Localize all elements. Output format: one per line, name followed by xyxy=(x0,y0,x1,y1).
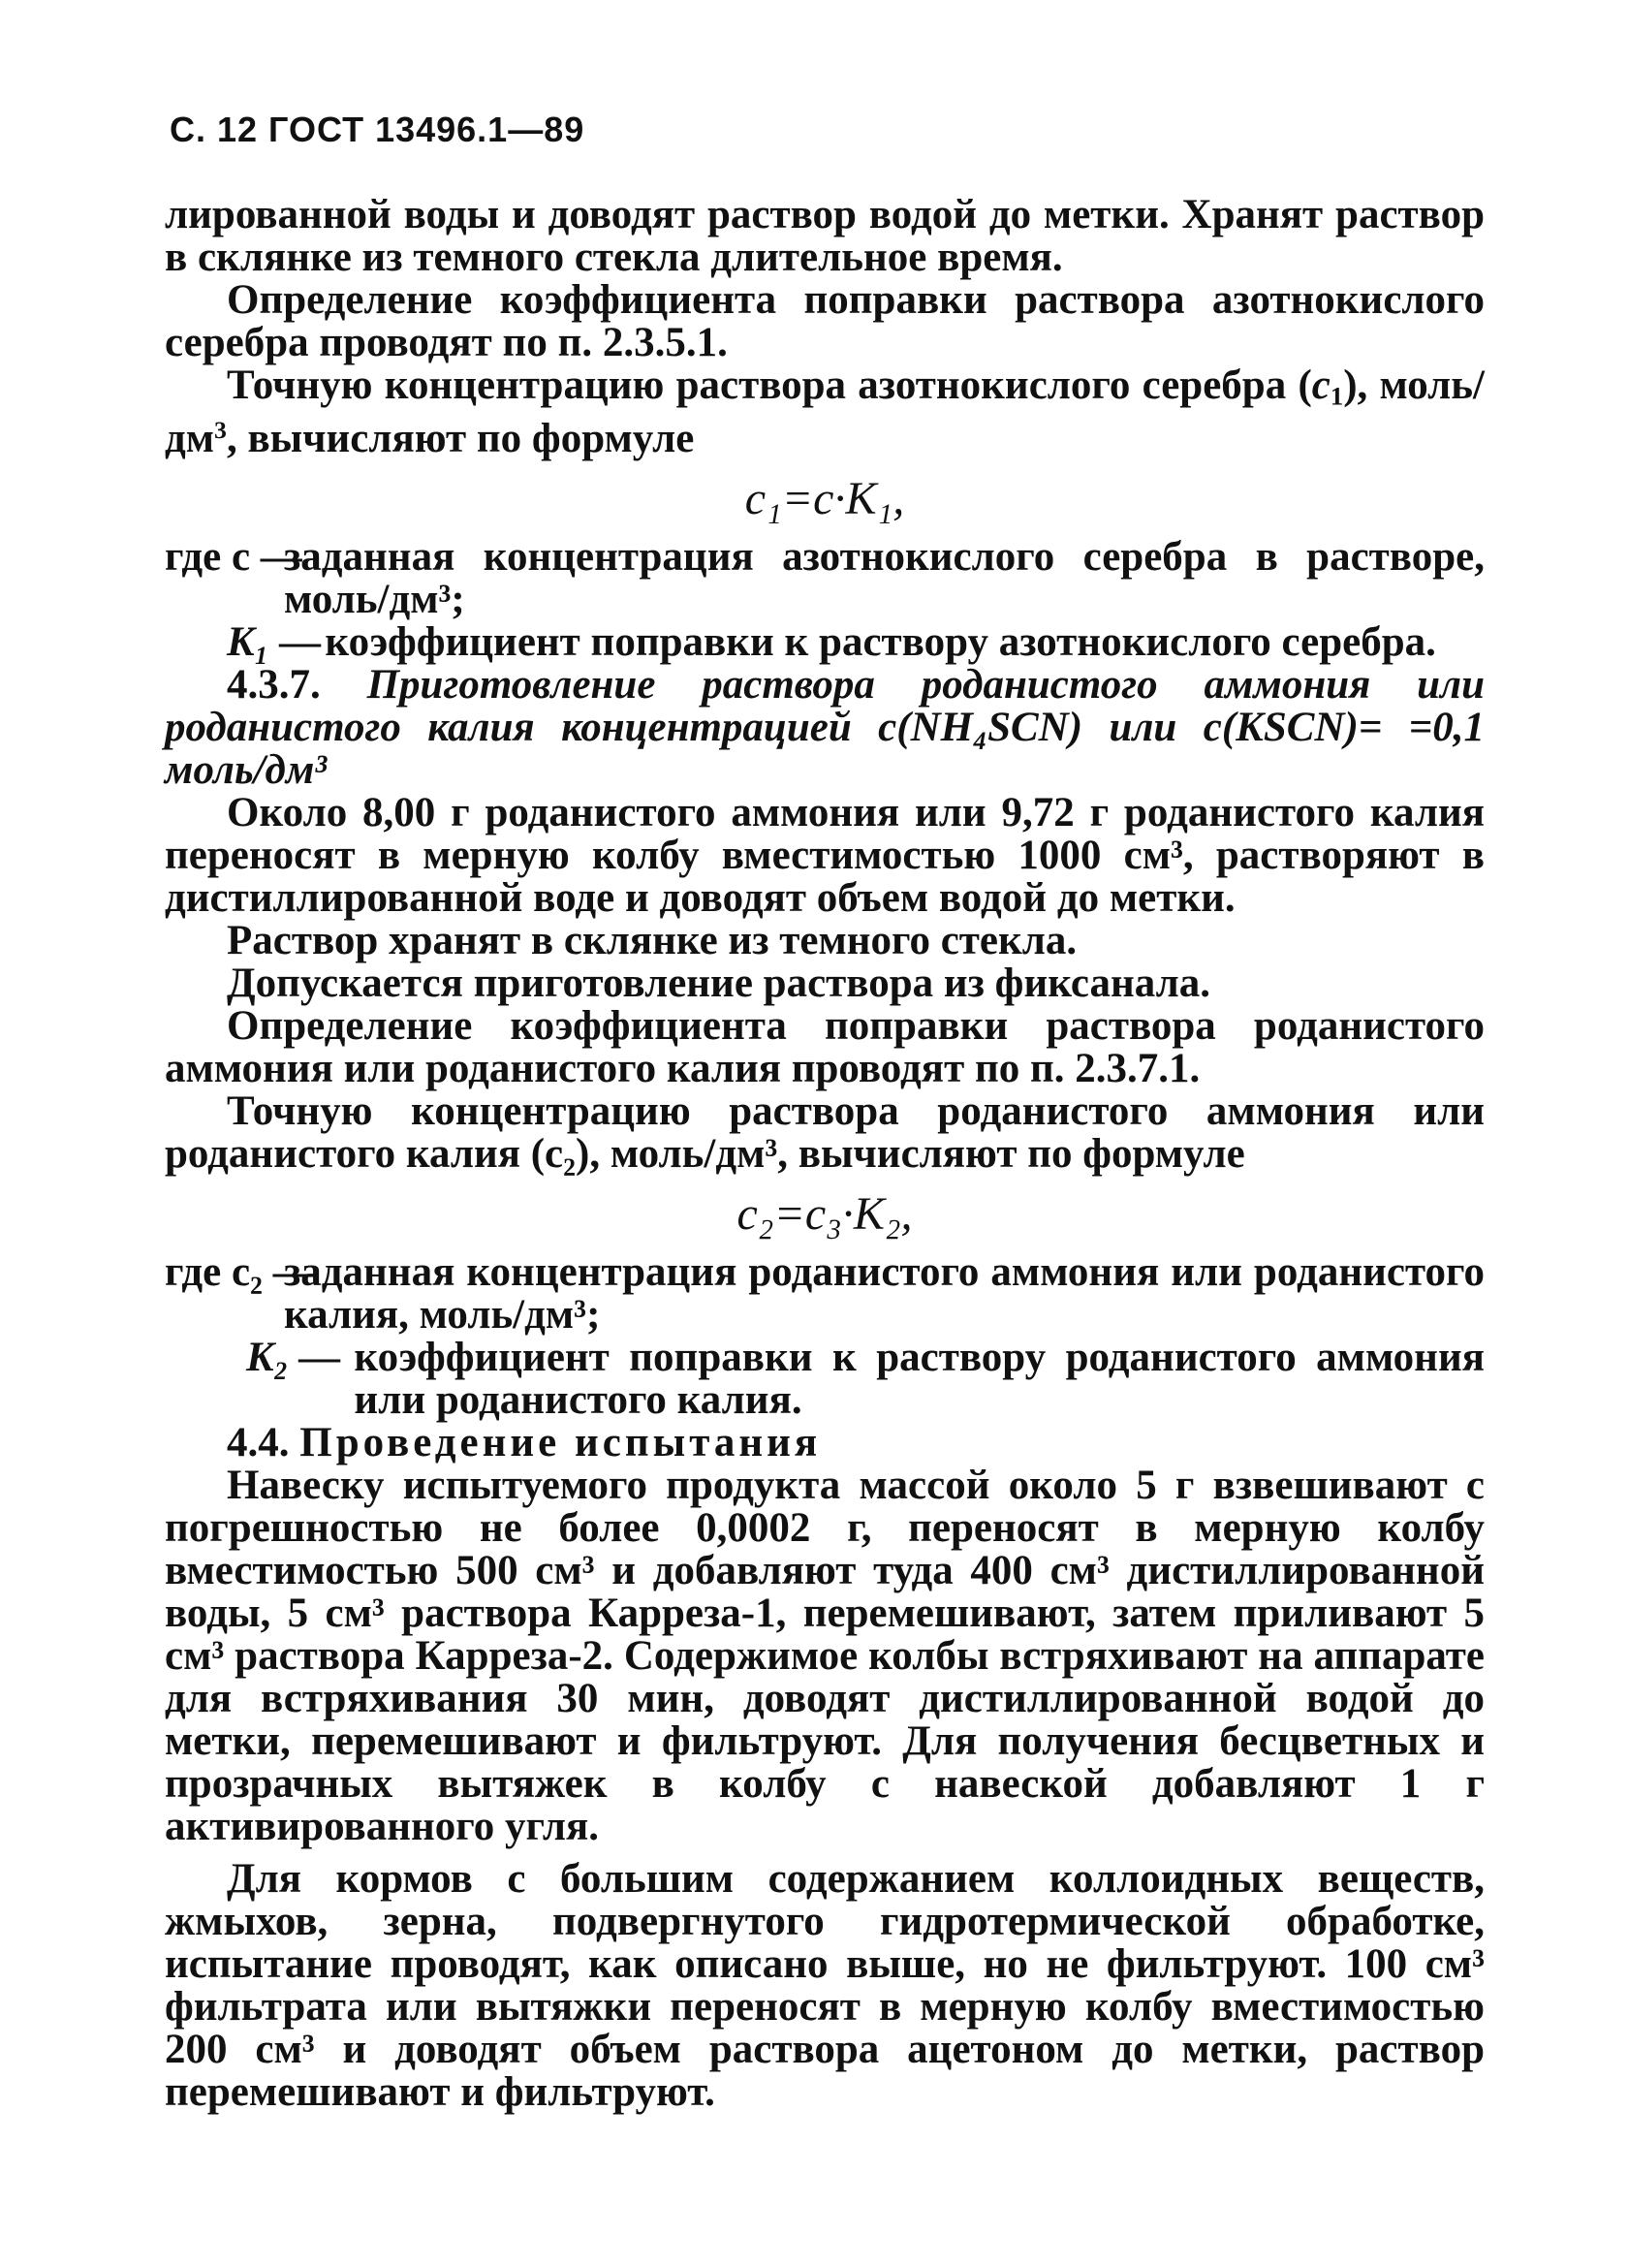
paragraph-1: лированной воды и доводят раствор водой до метки. Хранят раствор в склянке из темного стекла длительное время. xyxy=(165,192,1485,280)
formula-1: c₁=c·K₁, xyxy=(744,472,905,524)
paragraph-7: Определение коэффициента поправки раствора роданистого аммония или роданистого калия проводят по п. 2.3.7.1. xyxy=(165,1002,1485,1091)
paragraph-9: Навеску испытуемого продукта массой около 5 г взвешивают с погрешностью не более 0,0002 г, переносят в мерную колбу вместимостью 500 см³ и добавляют туда 400 см³ дистиллированной воды, 5 см³ раствора Карреза-1, перемешивают, затем приливают 5 см³ раствора Карреза-2. Содержимое колбы встряхивают на аппарате для встряхивания 30 мин, доводят дистиллированной водой до метки, перемешивают и фильтруют. Для получения бесцветных и прозрачных вытяжек в колбу с навеской добавляют 1 г активированного угля. xyxy=(165,1462,1485,1849)
definition-text: коэффициент поправки к раствору роданистого аммония или роданистого калия. xyxy=(354,1334,1485,1423)
definition-term: где c₂ — xyxy=(165,1248,315,1295)
formula-2: c₂=c₃·K₂, xyxy=(736,1187,913,1240)
section-title: Проведение испытания xyxy=(299,1419,822,1465)
definition-c xyxy=(165,533,1485,622)
definition-text: заданная концентрация азотнокислого серебра в растворе, моль/дм³; xyxy=(284,533,1485,622)
definition-k2 xyxy=(165,1334,1485,1423)
section-title: Приготовление раствора роданистого аммония или роданистого калия концентрацией c(NH₄SCN) или c(KSCN)= =0,1 моль/дм³ xyxy=(165,661,1486,793)
definition-k1 xyxy=(165,618,1485,665)
definition-term: где c — xyxy=(165,533,302,580)
section-number: 4.3.7. xyxy=(227,661,321,708)
definition-term: K₁ — xyxy=(227,618,322,665)
section-4-3-7 xyxy=(165,661,1486,793)
paragraph-3: Точную концентрацию раствора азотнокислого серебра $(c_1)$, моль/$дм^3$, вычисляют по формуле xyxy=(165,362,1485,461)
paragraph-2: Определение коэффициента поправки раствора азотнокислого серебра проводят по п. 2.3.5.1. xyxy=(165,277,1485,365)
paragraph-5: Раствор хранят в склянке из темного стекла. xyxy=(227,917,1078,963)
definition-text: заданная концентрация роданистого аммония или роданистого калия, моль/дм³; xyxy=(284,1248,1485,1338)
paragraph-8: Точную концентрацию раствора роданистого аммония или роданистого калия (c₂), моль/дм³, вычисляют по формуле xyxy=(165,1087,1485,1177)
page-body xyxy=(165,194,1485,2114)
paragraph-10: Для кормов с большим содержанием коллоидных веществ, жмыхов, зерна, подвергнутого гидротермической обработке, испытание проводят, как описано выше, но не фильтруют. 100 см³ фильтрата или вытяжки переносят в мерную колбу вместимостью 200 см³ и доводят объем раствора ацетоном до метки, раствор перемешивают и фильтруют. xyxy=(165,1855,1485,2115)
definition-term: K₂ — xyxy=(246,1334,341,1380)
section-number: 4.4. xyxy=(227,1419,290,1465)
definition-text: коэффициент поправки к раствору азотнокислого серебра. xyxy=(325,618,1436,665)
page-header: С. 12 ГОСТ 13496.1—89 xyxy=(170,110,585,149)
definition-c2 xyxy=(165,1248,1485,1338)
section-4-4 xyxy=(165,1419,1485,1465)
paragraph-6: Допускается приготовление раствора из фиксанала. xyxy=(227,960,1211,1006)
paragraph-4: Около 8,00 г роданистого аммония или 9,72 г роданистого калия переносят в мерную колбу вместимостью 1000 см³, растворяют в дистиллированной воде и доводят объем водой до метки. xyxy=(165,789,1485,921)
